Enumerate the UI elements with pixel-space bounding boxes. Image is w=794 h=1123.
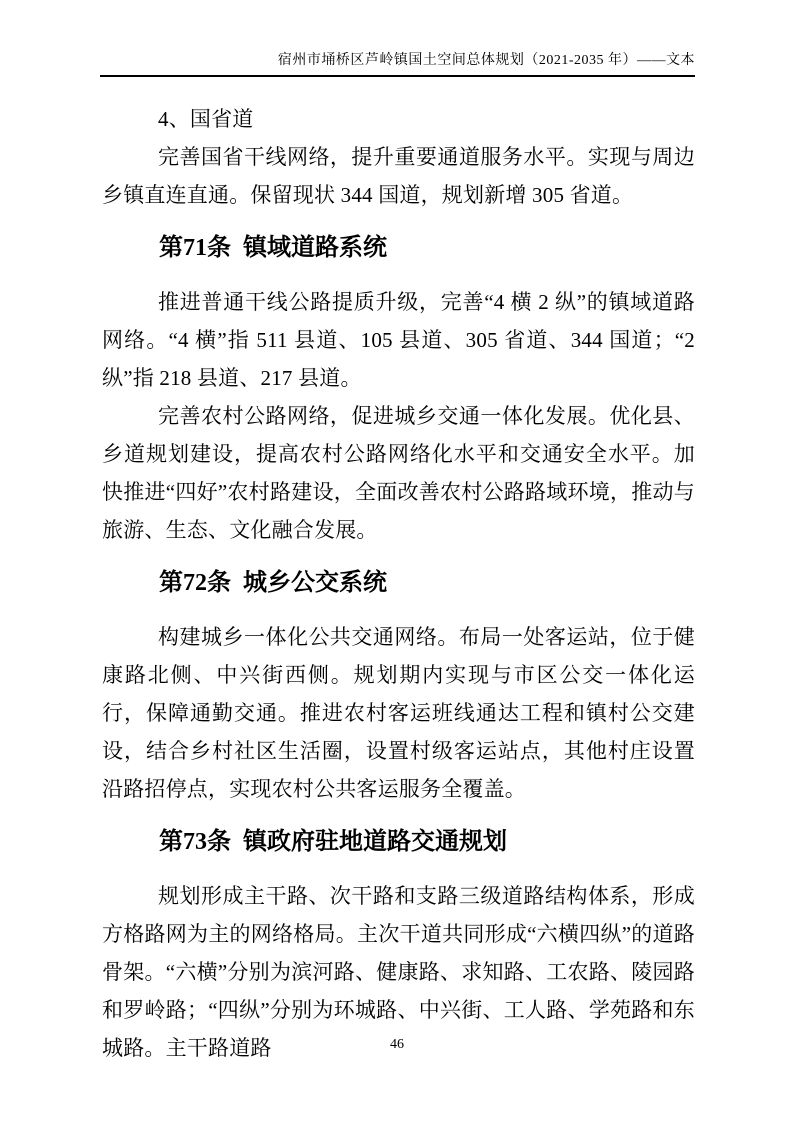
- paragraph: 完善农村公路网络，促进城乡交通一体化发展。优化县、乡道规划建设，提高农村公路网络化水平和交通安全水平。加快推进“四好”农村路建设，全面改善农村公路路域环境，推动与旅游、生态、文化融合发展。: [102, 404, 695, 542]
- paragraph: 构建城乡一体化公共交通网络。布局一处客运站，位于健康路北侧、中兴街西侧。规划期内实现与市区公交一体化运行，保障通勤交通。推进农村客运班线通达工程和镇村公交建设，结合乡村社区生活圈，设置村级客运站点，其他村庄设置沿路招停点，实现农村公共客运服务全覆盖。: [102, 625, 695, 801]
- header-title: 宿州市埇桥区芦岭镇国土空间总体规划（2021-2035 年）——文本: [277, 53, 695, 68]
- section-heading-71: [159, 230, 695, 266]
- section-number: 第72条: [159, 570, 231, 596]
- section-title: 镇域道路系统: [243, 235, 387, 261]
- page-footer: [0, 1036, 794, 1054]
- paragraph: 规划形成主干路、次干路和支路三级道路结构体系，形成方格路网为主的网络格局。主次干道共同形成“六横四纵”的道路骨架。“六横”分别为滨河路、健康路、求知路、工农路、陵园路和罗岭路；“四纵”分别为环城路、中兴街、工人路、学苑路和东城路。主干路道路: [102, 884, 695, 1060]
- section-number: 第71条: [159, 235, 231, 261]
- section-title: 镇政府驻地道路交通规划: [243, 829, 507, 855]
- section-heading-72: [159, 565, 695, 601]
- intro-list-item: 4、国省道: [158, 107, 254, 131]
- section-number: 第73条: [159, 829, 231, 855]
- document-content: [102, 100, 695, 1067]
- section-title: 城乡公交系统: [243, 570, 387, 596]
- page-number: 46: [390, 1037, 404, 1052]
- section-heading-73: [159, 824, 695, 860]
- page-header: [100, 52, 695, 77]
- intro-paragraph: 完善国省干线网络，提升重要通道服务水平。实现与周边乡镇直连直通。保留现状 344 国道，规划新增 305 省道。: [102, 145, 695, 207]
- paragraph: 推进普通干线公路提质升级，完善“4 横 2 纵”的镇域道路网络。“4 横”指 511 县道、105 县道、305 省道、344 国道；“2 纵”指 218 县道、217 县道。: [102, 290, 695, 390]
